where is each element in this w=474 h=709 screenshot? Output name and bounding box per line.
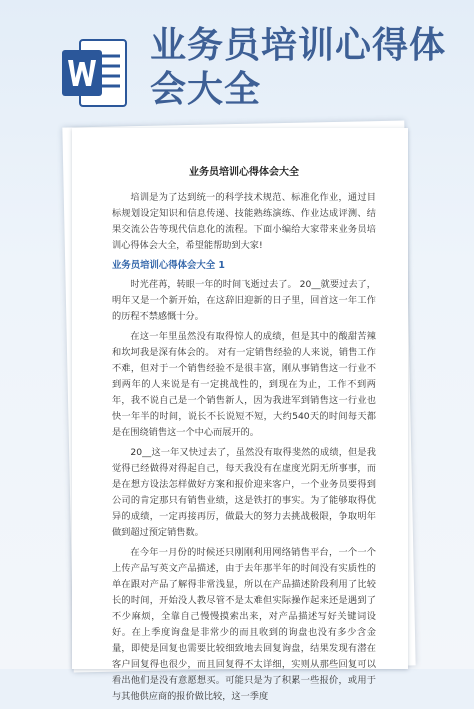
page-title: 业务员培训心得体会大全 <box>189 167 299 178</box>
document-title: 业务员培训心得体会大全 <box>150 25 447 110</box>
body-paragraph: 在这一年里虽然没有取得惊人的成绩，但是其中的酸甜苦辣和坎坷我是深有体会的。 对有一定销售经验的人来说，销售工作不难，但对于一个销售经验不是很丰富，刚从事销售这一行业不到两年的人来说是有一定挑战性的，到现在为止，工作不到两年，我不说自己是一个销售新人，因为我进军到销售这一行业也快一年半的时间，说长不长说短不短，大约540天的时间每天都是在围绕销售这一个中心而展开的。 <box>112 331 376 438</box>
intro-paragraph: 培训是为了达到统一的科学技术规范、标准化作业，通过目标规划设定知识和信息传递、技能熟练演练、作业达成评测、结果交流公告等现代信息化的流程。下面小编给大家带来业务员培训心得体会大全，希望能帮助到大家! <box>112 192 376 251</box>
word-doc-icon <box>60 38 128 108</box>
document-body <box>112 166 376 709</box>
body-paragraph: 20__这一年又快过去了，虽然没有取得斐然的成绩，但是我觉得已经做得对得起自己，每天我没有在虚度光阴无所事事，而是在想方设法怎样做好方案和报价迎来客户，一个业务员要得到公司的肯定那只有销售业绩，这是铁打的事实。为了能够取得优异的成绩，一定再接再厉，做最大的努力去挑战极限，争取明年做到超过预定销售数。 <box>112 447 376 538</box>
body-paragraph: 在今年一月份的时候还只刚刚利用网络销售平台，一个一个上传产品写英文产品描述，由于去年那半年的时间没有实质性的单在跟对产品了解得非常浅显，所以在产品描述阶段利用了比较长的时间，开始没人教尽管不是太难但实际操作起来还是遇到了不少麻烦，全靠自己慢慢摸索出来，对产品描述写好关键词设好。在上季度询盘是非常少的而且收到的询盘也没有多少含金量，即使是回复也需要比较细致地去回复询盘，结果发现有潜在客户回复得也很少，而且回复得不太详细，实则从那些回复可以看出他们是没有意愿想买。可能只是为了积累一些报价，或用于与其他供应商的报价做比较，这一季度 <box>112 547 376 702</box>
body-paragraph: 时光荏苒，转眼一年的时间飞逝过去了。 20__就要过去了，明年又是一个新开始，在这辞旧迎新的日子里，回首这一年工作的历程不禁感慨十分。 <box>112 279 376 322</box>
document-page <box>72 128 408 702</box>
section-heading: 业务员培训心得体会大全 1 <box>112 260 225 271</box>
header <box>0 0 474 115</box>
